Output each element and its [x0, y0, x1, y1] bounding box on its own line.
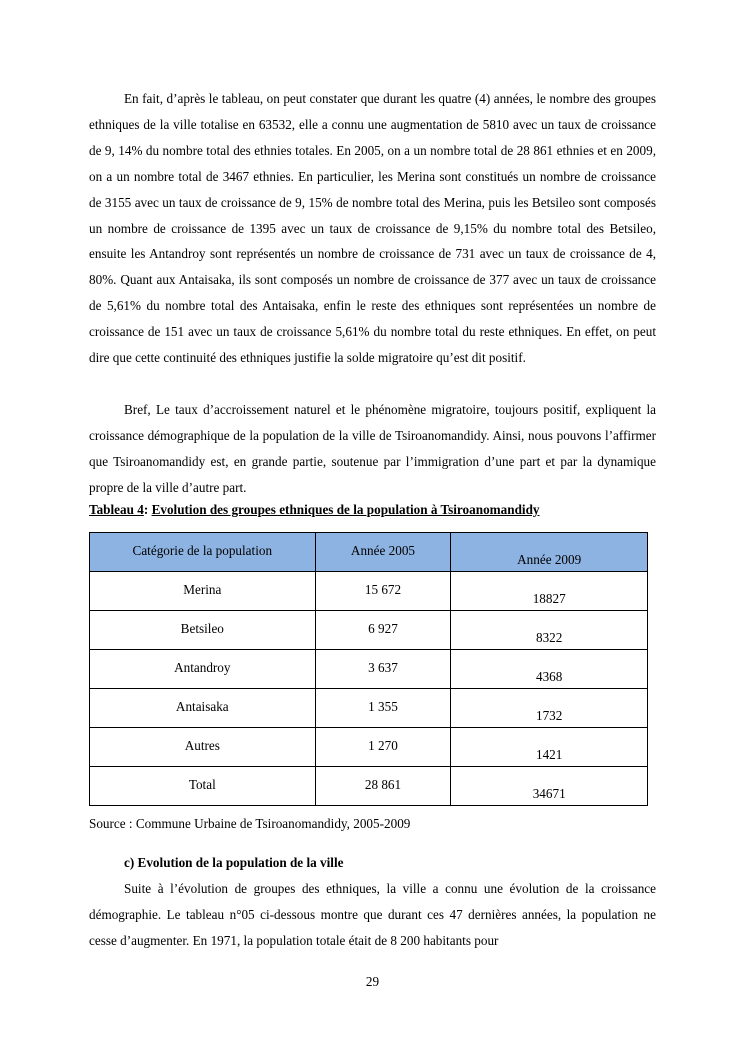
cell-category: Total: [90, 767, 316, 806]
cell-2005: 15 672: [315, 572, 451, 611]
cell-2009: 8322: [451, 611, 648, 650]
table-row: [90, 650, 648, 689]
table-source: Source : Commune Urbaine de Tsiroanomandidy, 2005-2009: [89, 816, 411, 831]
cell-category: Antaisaka: [90, 689, 316, 728]
cell-2009: 18827: [451, 572, 648, 611]
table-caption-title: Evolution des groupes ethniques de la population à Tsiroanomandidy: [151, 502, 540, 517]
cell-category: Merina: [90, 572, 316, 611]
cell-category: Autres: [90, 728, 316, 767]
ethnic-groups-table: [89, 532, 648, 806]
cell-2009: 1421: [451, 728, 648, 767]
table-row: [90, 728, 648, 767]
cell-2005: 3 637: [315, 650, 451, 689]
table-row: [90, 572, 648, 611]
table-row: [90, 689, 648, 728]
table-row-total: [90, 767, 648, 806]
table-caption: [89, 502, 656, 518]
cell-2005: 28 861: [315, 767, 451, 806]
cell-2009: 4368: [451, 650, 648, 689]
cell-category: Betsileo: [90, 611, 316, 650]
table-caption-separator: :: [143, 502, 152, 517]
cell-category: Antandroy: [90, 650, 316, 689]
table-row: [90, 611, 648, 650]
paragraph-ethnic-analysis: En fait, d’après le tableau, on peut constater que durant les quatre (4) années, le nombre des groupes ethniques de la ville totalise en 63532, elle a connu une augmentation de 5810 avec un taux de croissance de 9, 14% du nombre total des ethnies totales. En 2005, on a un nombre total de 28 861 ethnies et en 2009, on a un nombre total de 3467 ethnies. En particulier, les Merina sont constitués un nombre de croissance de 3155 avec un taux de croissance de 9, 15% de nombre total des Merina, puis les Betsileo sont composés un nombre de croissance de 1395 avec un taux de croissance de 9,15% du nombre total des Betsileo, ensuite les Antandroy sont représentés un nombre de croissance de 731 avec un taux de croissance de 4, 80%. Quant aux Antaisaka, ils sont composés un nombre de croissance de 377 avec un taux de croissance de 5,61% du nombre total des Antaisaka, enfin le reste des ethniques sont représentées un nombre de croissance de 151 avec un taux de croissance 5,61% du nombre total du reste ethniques. En effet, on peut dire que cette continuité des ethniques justifie la solde migratoire qu’est dit positif.: [89, 91, 656, 366]
cell-2009: 34671: [451, 767, 648, 806]
header-category: Catégorie de la population: [90, 533, 316, 572]
cell-2005: 1 355: [315, 689, 451, 728]
table-caption-label: Tableau 4: [89, 502, 144, 517]
section-heading: c) Evolution de la population de la ville: [124, 855, 344, 870]
cell-2009: 1732: [451, 689, 648, 728]
table-header-row: [90, 533, 648, 572]
cell-2005: 1 270: [315, 728, 451, 767]
paragraph-population-evolution: Suite à l’évolution de groupes des ethniques, la ville a connu une évolution de la croissance démographie. Le tableau n°05 ci-dessous montre que durant ces 47 dernières années, la population ne cesse d’augmenter. En 1971, la population totale était de 8 200 habitants pour: [89, 881, 656, 948]
paragraph-conclusion: Bref, Le taux d’accroissement naturel et le phénomène migratoire, toujours positif, expliquent la croissance démographique de la population de la ville de Tsiroanomandidy. Ainsi, nous pouvons l’affirmer que Tsiroanomandidy est, en grande partie, soutenue par l’immigration d’une part et par la dynamique propre de la ville d’autre part.: [89, 402, 656, 495]
header-year-2005: Année 2005: [315, 533, 451, 572]
cell-2005: 6 927: [315, 611, 451, 650]
header-year-2009: Année 2009: [451, 533, 648, 572]
page-number: 29: [365, 974, 380, 989]
